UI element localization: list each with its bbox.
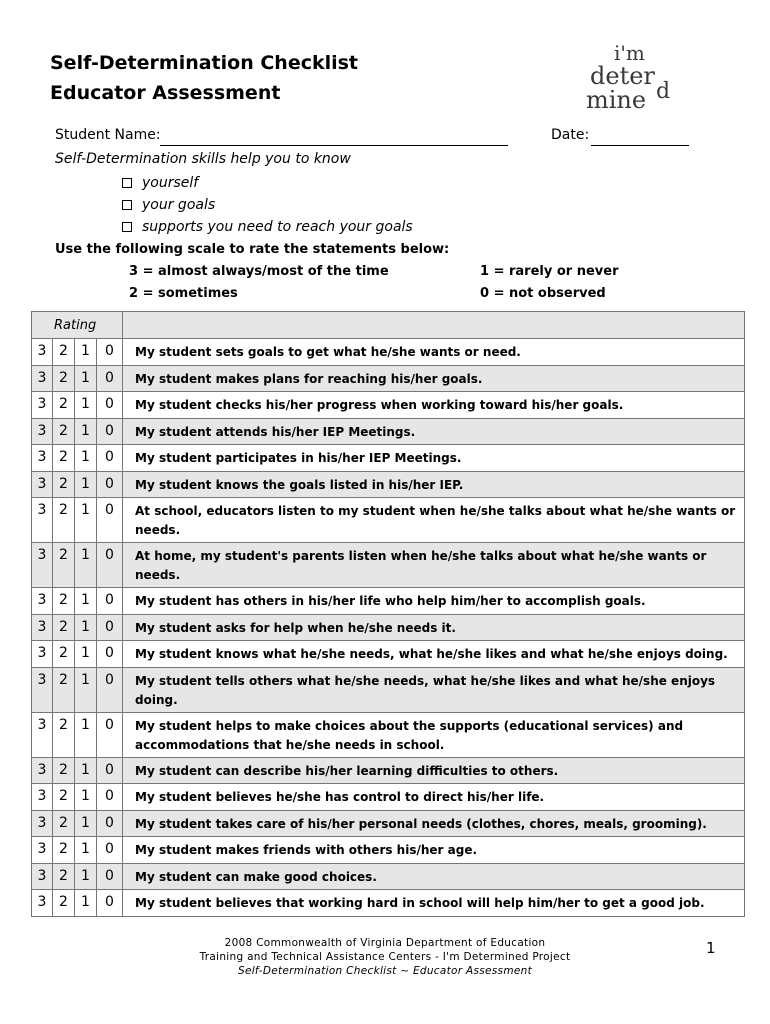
- rating-option-0[interactable]: 0: [97, 543, 123, 588]
- rating-option-1[interactable]: 1: [75, 837, 97, 864]
- statement-text: My student asks for help when he/she needs it.: [123, 614, 745, 641]
- table-row: [32, 543, 745, 588]
- statement-text: My student checks his/her progress when working toward his/her goals.: [123, 392, 745, 419]
- statement-text: My student makes friends with others his/her age.: [123, 837, 745, 864]
- table-row: [32, 418, 745, 445]
- rating-option-1[interactable]: 1: [75, 863, 97, 890]
- table-row: [32, 445, 745, 472]
- rating-option-1[interactable]: 1: [75, 365, 97, 392]
- statement-text: My student believes he/she has control to direct his/her life.: [123, 784, 745, 811]
- rating-option-1[interactable]: 1: [75, 614, 97, 641]
- rating-option-3[interactable]: 3: [32, 641, 53, 668]
- rating-option-3[interactable]: 3: [32, 543, 53, 588]
- rating-option-2[interactable]: 2: [53, 614, 75, 641]
- rating-header: Rating: [32, 312, 123, 339]
- scale-1: 1 = rarely or never: [480, 264, 619, 279]
- rating-option-2[interactable]: 2: [53, 445, 75, 472]
- page-number: 1: [706, 939, 716, 957]
- scale-2: 2 = sometimes: [129, 286, 238, 301]
- table-row: [32, 498, 745, 543]
- rating-option-1[interactable]: 1: [75, 641, 97, 668]
- rating-option-2[interactable]: 2: [53, 365, 75, 392]
- rating-option-1[interactable]: 1: [75, 784, 97, 811]
- rating-option-3[interactable]: 3: [32, 392, 53, 419]
- page-subtitle: Educator Assessment: [50, 82, 281, 104]
- rating-option-0[interactable]: 0: [97, 863, 123, 890]
- table-header-row: [32, 312, 745, 339]
- rating-option-3[interactable]: 3: [32, 588, 53, 615]
- rating-option-3[interactable]: 3: [32, 784, 53, 811]
- rating-option-0[interactable]: 0: [97, 712, 123, 757]
- scale-heading: Use the following scale to rate the statements below:: [55, 242, 450, 257]
- rating-option-0[interactable]: 0: [97, 890, 123, 917]
- rating-option-2[interactable]: 2: [53, 667, 75, 712]
- rating-option-0[interactable]: 0: [97, 588, 123, 615]
- rating-option-1[interactable]: 1: [75, 418, 97, 445]
- rating-option-0[interactable]: 0: [97, 471, 123, 498]
- rating-option-0[interactable]: 0: [97, 784, 123, 811]
- student-name-label: Student Name:: [55, 127, 161, 143]
- rating-option-0[interactable]: 0: [97, 445, 123, 472]
- rating-option-2[interactable]: 2: [53, 543, 75, 588]
- table-row: [32, 757, 745, 784]
- table-row: [32, 365, 745, 392]
- footer-line-3: Self-Determination Checklist ~ Educator Assessment: [237, 965, 532, 977]
- rating-option-2[interactable]: 2: [53, 392, 75, 419]
- rating-option-1[interactable]: 1: [75, 471, 97, 498]
- rating-option-1[interactable]: 1: [75, 498, 97, 543]
- rating-option-3[interactable]: 3: [32, 712, 53, 757]
- statement-text: My student believes that working hard in school will help him/her to get a good job.: [123, 890, 745, 917]
- rating-option-1[interactable]: 1: [75, 890, 97, 917]
- statement-text: My student participates in his/her IEP Meetings.: [123, 445, 745, 472]
- checklist-table: [31, 311, 745, 917]
- logo-text-deter: deter: [590, 62, 655, 90]
- rating-option-2[interactable]: 2: [53, 339, 75, 366]
- checkbox-icon: [122, 222, 132, 232]
- statement-text: My student sets goals to get what he/she wants or need.: [123, 339, 745, 366]
- table-row: [32, 784, 745, 811]
- table-row: [32, 339, 745, 366]
- rating-option-0[interactable]: 0: [97, 339, 123, 366]
- rating-option-3[interactable]: 3: [32, 890, 53, 917]
- rating-option-1[interactable]: 1: [75, 339, 97, 366]
- rating-option-3[interactable]: 3: [32, 757, 53, 784]
- table-row: [32, 837, 745, 864]
- footer: [0, 936, 770, 978]
- rating-option-2[interactable]: 2: [53, 712, 75, 757]
- rating-option-3[interactable]: 3: [32, 614, 53, 641]
- logo-text-mine: mine: [586, 86, 647, 114]
- table-row: [32, 392, 745, 419]
- rating-option-1[interactable]: 1: [75, 392, 97, 419]
- rating-option-2[interactable]: 2: [53, 810, 75, 837]
- scale-0: 0 = not observed: [480, 286, 606, 301]
- rating-option-2[interactable]: 2: [53, 418, 75, 445]
- statement-text: My student knows what he/she needs, what he/she likes and what he/she enjoys doing.: [123, 641, 745, 668]
- date-label: Date:: [551, 127, 590, 143]
- statement-text: My student helps to make choices about the supports (educational services) and accommodations that he/she needs in school.: [123, 712, 745, 757]
- rating-option-3[interactable]: 3: [32, 863, 53, 890]
- intro-bullet-list: [122, 172, 413, 238]
- checkbox-icon: [122, 178, 132, 188]
- student-name-field[interactable]: [160, 145, 508, 146]
- table-row: [32, 890, 745, 917]
- table-row: [32, 810, 745, 837]
- footer-line-1: 2008 Commonwealth of Virginia Department of Education: [224, 937, 546, 949]
- statement-text: My student makes plans for reaching his/her goals.: [123, 365, 745, 392]
- rating-option-1[interactable]: 1: [75, 445, 97, 472]
- rating-option-2[interactable]: 2: [53, 471, 75, 498]
- rating-option-2[interactable]: 2: [53, 588, 75, 615]
- rating-option-3[interactable]: 3: [32, 810, 53, 837]
- rating-option-3[interactable]: 3: [32, 418, 53, 445]
- scale-3: 3 = almost always/most of the time: [129, 264, 389, 279]
- rating-option-3[interactable]: 3: [32, 667, 53, 712]
- intro-text: Self-Determination skills help you to know: [55, 151, 351, 167]
- rating-option-0[interactable]: 0: [97, 810, 123, 837]
- bullet-item: supports you need to reach your goals: [122, 216, 413, 238]
- rating-option-3[interactable]: 3: [32, 445, 53, 472]
- rating-option-2[interactable]: 2: [53, 837, 75, 864]
- rating-option-0[interactable]: 0: [97, 837, 123, 864]
- rating-option-3[interactable]: 3: [32, 339, 53, 366]
- rating-option-0[interactable]: 0: [97, 498, 123, 543]
- rating-option-0[interactable]: 0: [97, 614, 123, 641]
- rating-option-0[interactable]: 0: [97, 418, 123, 445]
- statement-text: My student can describe his/her learning difficulties to others.: [123, 757, 745, 784]
- checkbox-icon: [122, 200, 132, 210]
- rating-option-0[interactable]: 0: [97, 641, 123, 668]
- table-row: [32, 863, 745, 890]
- bullet-item: your goals: [122, 194, 413, 216]
- statement-text: At home, my student's parents listen when he/she talks about what he/she wants or needs.: [123, 543, 745, 588]
- table-row: [32, 614, 745, 641]
- rating-option-1[interactable]: 1: [75, 667, 97, 712]
- rating-option-1[interactable]: 1: [75, 588, 97, 615]
- table-row: [32, 712, 745, 757]
- logo-text-im: i'm: [614, 41, 645, 65]
- logo-text-d: d: [656, 79, 671, 104]
- rating-option-1[interactable]: 1: [75, 757, 97, 784]
- rating-option-1[interactable]: 1: [75, 810, 97, 837]
- date-field[interactable]: [591, 145, 689, 146]
- rating-option-1[interactable]: 1: [75, 712, 97, 757]
- table-row: [32, 667, 745, 712]
- rating-option-3[interactable]: 3: [32, 837, 53, 864]
- rating-option-3[interactable]: 3: [32, 498, 53, 543]
- statement-header: [123, 312, 745, 339]
- bullet-item: yourself: [122, 172, 413, 194]
- rating-option-3[interactable]: 3: [32, 365, 53, 392]
- page-title: Self-Determination Checklist: [50, 52, 359, 74]
- statement-text: My student tells others what he/she needs, what he/she likes and what he/she enjoys doing.: [123, 667, 745, 712]
- statement-text: My student can make good choices.: [123, 863, 745, 890]
- rating-option-2[interactable]: 2: [53, 641, 75, 668]
- rating-option-2[interactable]: 2: [53, 863, 75, 890]
- rating-option-2[interactable]: 2: [53, 757, 75, 784]
- rating-option-2[interactable]: 2: [53, 784, 75, 811]
- statement-text: My student attends his/her IEP Meetings.: [123, 418, 745, 445]
- statement-text: At school, educators listen to my student when he/she talks about what he/she wants or needs.: [123, 498, 745, 543]
- rating-option-0[interactable]: 0: [97, 392, 123, 419]
- rating-option-0[interactable]: 0: [97, 365, 123, 392]
- rating-option-3[interactable]: 3: [32, 471, 53, 498]
- rating-option-0[interactable]: 0: [97, 667, 123, 712]
- statement-text: My student takes care of his/her personal needs (clothes, chores, meals, grooming).: [123, 810, 745, 837]
- statement-text: My student knows the goals listed in his/her IEP.: [123, 471, 745, 498]
- statement-text: My student has others in his/her life who help him/her to accomplish goals.: [123, 588, 745, 615]
- im-determined-logo: [582, 40, 682, 118]
- rating-option-2[interactable]: 2: [53, 890, 75, 917]
- rating-option-2[interactable]: 2: [53, 498, 75, 543]
- table-row: [32, 471, 745, 498]
- table-row: [32, 588, 745, 615]
- rating-option-0[interactable]: 0: [97, 757, 123, 784]
- table-row: [32, 641, 745, 668]
- footer-line-2: Training and Technical Assistance Centers - I'm Determined Project: [199, 951, 571, 963]
- rating-option-1[interactable]: 1: [75, 543, 97, 588]
